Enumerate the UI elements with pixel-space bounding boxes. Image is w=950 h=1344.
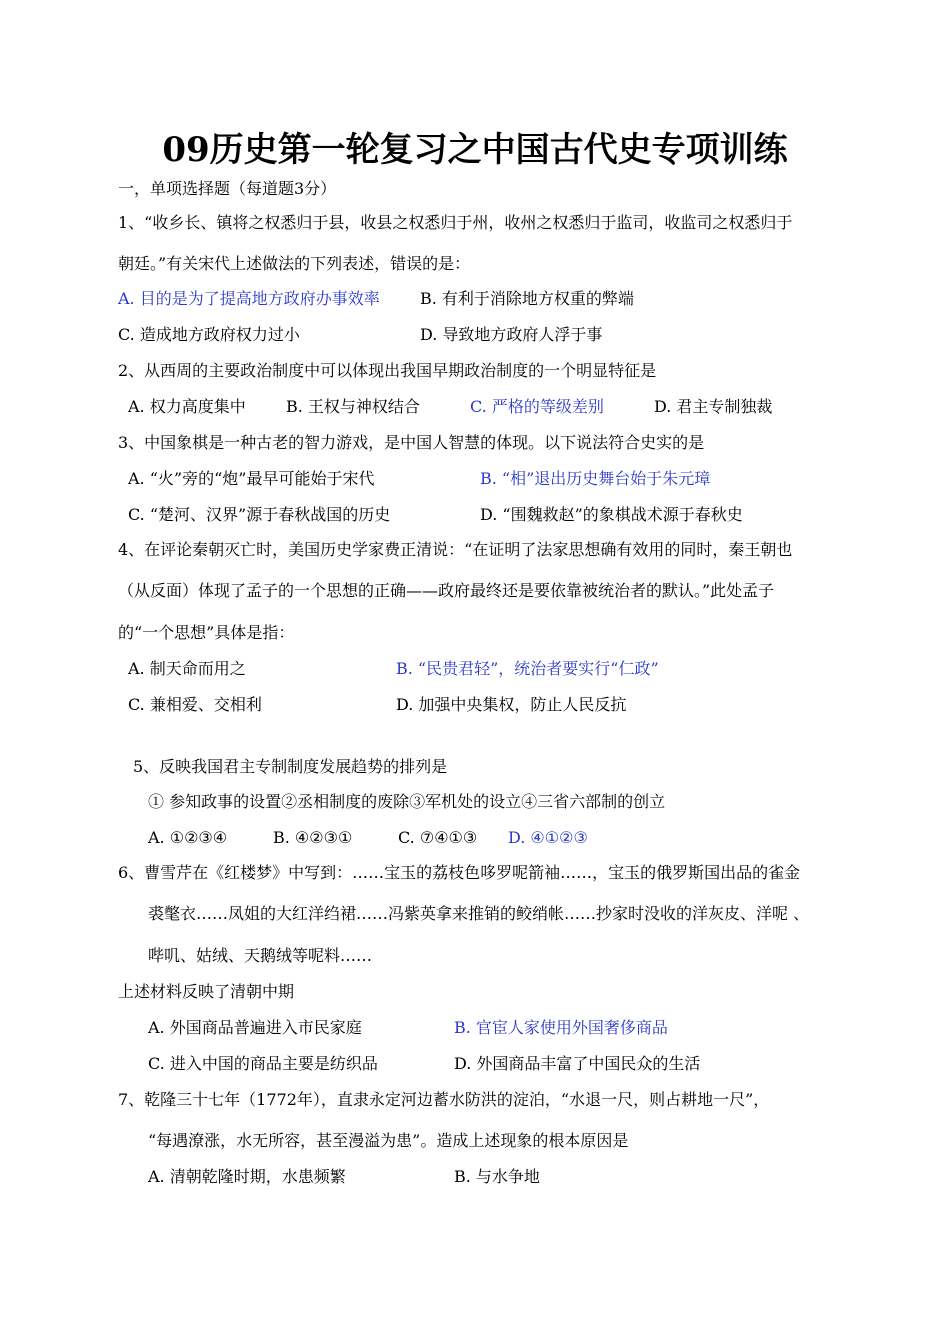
question-2-option-a: A. 权力高度集中 xyxy=(128,397,246,416)
question-5-option-a: A. ①②③④ xyxy=(148,828,228,847)
question-4-stem-line3: 的“一个思想”具体是指： xyxy=(118,623,295,642)
question-4-option-b: B. “民贵君轻”，统治者要实行“仁政” xyxy=(396,659,659,678)
question-6-option-d: D. 外国商品丰富了中国民众的生活 xyxy=(454,1054,701,1073)
question-4-option-d: D. 加强中央集权，防止人民反抗 xyxy=(396,695,627,714)
question-7-option-b: B. 与水争地 xyxy=(454,1167,540,1186)
question-6-stem-line4: 上述材料反映了清朝中期 xyxy=(118,982,295,1001)
question-3-option-d: D. “围魏救赵”的象棋战术源于春秋史 xyxy=(480,505,743,524)
question-2-option-d: D. 君主专制独裁 xyxy=(654,397,773,416)
question-4-option-a: A. 制天命而用之 xyxy=(128,659,246,678)
question-6-option-c: C. 进入中国的商品主要是纺织品 xyxy=(148,1054,378,1073)
question-6-option-a: A. 外国商品普遍进入市民家庭 xyxy=(148,1018,362,1037)
question-1-option-d: D. 导致地方政府人浮于事 xyxy=(420,325,603,344)
question-5-option-d: D. ④①②③ xyxy=(508,828,588,847)
page-title: 09历史第一轮复习之中国古代史专项训练 xyxy=(162,130,788,170)
question-7-stem-line2: “每遇潦涨，水无所容，甚至漫溢为患”。造成上述现象的根本原因是 xyxy=(148,1131,629,1150)
question-3-option-b: B. “相”退出历史舞台始于朱元璋 xyxy=(480,469,711,488)
question-7-stem-line1: 7、乾隆三十七年（1772年），直隶永定河边蓄水防洪的淀泊，“水退一尺，则占耕地一尺”， xyxy=(118,1090,770,1109)
question-2-stem: 2、从西周的主要政治制度中可以体现出我国早期政治制度的一个明显特征是 xyxy=(118,361,657,380)
question-4-stem-line2: （从反面）体现了孟子的一个思想的正确——政府最终还是要依靠被统治者的默认。”此处孟子 xyxy=(118,581,775,600)
question-3-stem: 3、中国象棋是一种古老的智力游戏，是中国人智慧的体现。以下说法符合史实的是 xyxy=(118,433,705,452)
section-heading: 一，单项选择题（每道题3分） xyxy=(118,179,337,198)
question-1-option-a: A. 目的是为了提高地方政府办事效率 xyxy=(118,289,380,308)
question-5-option-c: C. ⑦④①③ xyxy=(398,828,478,847)
question-6-stem-line3: 哔叽、姑绒、天鹅绒等呢料…… xyxy=(148,946,373,965)
question-3-option-c: C. “楚河、汉界”源于春秋战国的历史 xyxy=(128,505,391,524)
question-1-stem-line1: 1、“收乡长、镇将之权悉归于县，收县之权悉归于州，收州之权悉归于监司，收监司之权悉归于 xyxy=(118,213,793,232)
question-6-option-b: B. 官宦人家使用外国奢侈商品 xyxy=(454,1018,668,1037)
question-1-option-c: C. 造成地方政府权力过小 xyxy=(118,325,300,344)
question-3-option-a: A. “火”旁的“炮”最早可能始于宋代 xyxy=(128,469,375,488)
question-2-option-c: C. 严格的等级差别 xyxy=(470,397,604,416)
question-4-stem-line1: 4、在评论秦朝灭亡时，美国历史学家费正清说：“在证明了法家思想确有效用的同时，秦王朝也 xyxy=(118,540,793,559)
question-1-stem-line2: 朝廷。”有关宋代上述做法的下列表述，错误的是： xyxy=(118,254,471,273)
question-1-option-b: B. 有利于消除地方权重的弊端 xyxy=(420,289,634,308)
question-5-items: ① 参知政事的设置②丞相制度的废除③军机处的设立④三省六部制的创立 xyxy=(148,792,666,811)
question-2-option-b: B. 王权与神权结合 xyxy=(286,397,420,416)
question-5-stem: 5、反映我国君主专制制度发展趋势的排列是 xyxy=(133,757,448,776)
question-4-option-c: C. 兼相爱、交相利 xyxy=(128,695,262,714)
question-6-stem-line2: 裘氅衣……凤姐的大红洋绉裙……冯紫英拿来推销的鲛绡帐……抄家时没收的洋灰皮、洋呢 、 xyxy=(148,904,810,923)
question-7-option-a: A. 清朝乾隆时期，水患频繁 xyxy=(148,1167,346,1186)
question-6-stem-line1: 6、曹雪芹在《红楼梦》中写到：……宝玉的荔枝色哆罗呢箭袖……，宝玉的俄罗斯国出品的雀金 xyxy=(118,863,801,882)
question-5-option-b: B. ④②③① xyxy=(273,828,353,847)
